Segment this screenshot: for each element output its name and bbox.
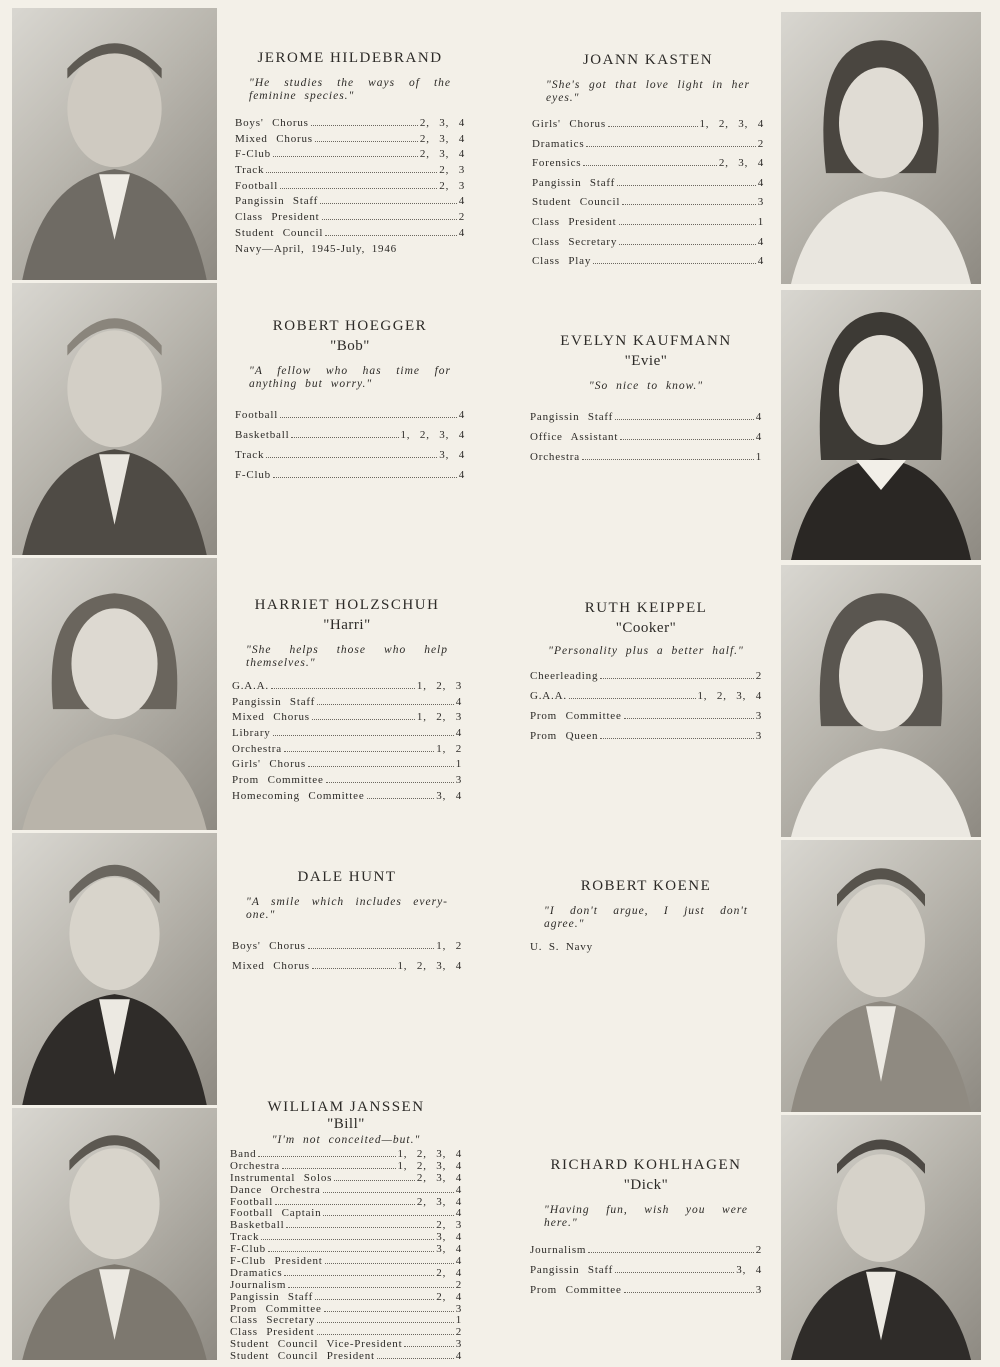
activity-item: Prom Committee 3 (232, 774, 462, 787)
activity-item: Pangissin Staff 4 (235, 195, 465, 208)
entry-william-janssen (230, 1099, 462, 1363)
activity-item: F-Club President 4 (230, 1255, 462, 1268)
student-quote: "She's got that love light in her eyes." (546, 79, 750, 104)
activity-list (230, 1149, 462, 1363)
student-name: WILLIAM JANSSEN (267, 1099, 425, 1115)
portrait-photo-robert-hoegger (12, 283, 217, 555)
portrait-silhouette-icon (781, 565, 981, 837)
student-name: EVELYN KAUFMANN (560, 333, 732, 349)
student-quote: "A fellow who has time for anything but worry." (249, 365, 451, 390)
student-name: JEROME HILDEBRAND (257, 50, 443, 66)
entry-robert-koene (530, 878, 762, 957)
student-quote: "She helps those who help themselves." (246, 644, 448, 669)
activity-item: Class Secretary 4 (532, 235, 764, 248)
student-name: JOANN KASTEN (582, 52, 714, 68)
portrait-silhouette-icon (12, 1108, 217, 1360)
activity-item: Cheerleading 2 (530, 670, 762, 682)
portrait-silhouette-icon (12, 283, 217, 555)
activity-item: Girls' Chorus 1 (232, 758, 462, 771)
entry-richard-kohlhagen (530, 1157, 762, 1300)
activity-item: Pangissin Staff 2, 4 (230, 1290, 462, 1303)
activity-item: G.A.A. 1, 2, 3, 4 (530, 690, 762, 702)
activity-item: Dance Orchestra 4 (230, 1183, 462, 1196)
entry-jerome-hildebrand (235, 50, 465, 259)
activity-list (235, 405, 465, 485)
activity-item: Track 3, 4 (235, 449, 465, 461)
activity-item: Student Council President 4 (230, 1350, 462, 1363)
student-quote: "I'm not conceited—but." (271, 1134, 421, 1146)
service-note: U. S. Navy (530, 941, 593, 953)
activity-item: Pangissin Staff 4 (532, 176, 764, 189)
student-nickname: "Bill" (327, 1116, 365, 1132)
activity-item: Library 4 (232, 727, 462, 740)
activity-item: Mixed Chorus 1, 2, 3 (232, 711, 462, 724)
student-quote: "He studies the ways of the feminine species." (249, 77, 451, 102)
activity-list (530, 407, 762, 467)
activity-item: Football 2, 3 (235, 179, 465, 192)
activity-item: Class Play 4 (532, 255, 764, 268)
activity-item: F-Club 3, 4 (230, 1243, 462, 1256)
activity-list (235, 117, 465, 259)
portrait-silhouette-icon (12, 558, 217, 830)
activity-item: Prom Committee 3 (530, 710, 762, 722)
activity-item: Track 2, 3 (235, 164, 465, 177)
activity-item: Instrumental Solos 2, 3, 4 (230, 1171, 462, 1184)
activity-item: Dramatics 2 (532, 137, 764, 150)
activity-item: Prom Committee 3 (230, 1302, 462, 1315)
activity-item: Basketball 2, 3 (230, 1219, 462, 1232)
portrait-photo-william (12, 1108, 217, 1360)
student-nickname: "Bob" (330, 338, 370, 354)
activity-item: Boys' Chorus 1, 2 (232, 940, 462, 952)
portrait-photo-ruth (781, 565, 981, 837)
activity-item: Prom Queen 3 (530, 730, 762, 742)
activity-item: Class President 2 (235, 211, 465, 224)
student-nickname: "Cooker" (615, 620, 677, 636)
portrait-silhouette-icon (781, 12, 981, 284)
activity-item: G.A.A. 1, 2, 3 (232, 680, 462, 692)
activity-item: Football 4 (235, 409, 465, 421)
activity-item: F-Club 2, 3, 4 (235, 148, 465, 161)
student-name: RUTH KEIPPEL (584, 600, 708, 616)
service-note: Navy—April, 1945-July, 1946 (235, 242, 397, 255)
activity-item: Orchestra 1 (530, 451, 762, 463)
activity-item: Journalism 2 (230, 1278, 462, 1291)
activity-item: Student Council 4 (235, 226, 465, 239)
activity-item: Prom Committee 3 (530, 1284, 762, 1296)
student-name: HARRIET HOLZSCHUH (254, 597, 440, 613)
activity-item: Football 2, 3, 4 (230, 1195, 462, 1208)
portrait-silhouette-icon (12, 8, 217, 280)
activity-item: Track 3, 4 (230, 1231, 462, 1244)
activity-item: Dramatics 2, 4 (230, 1266, 462, 1279)
portrait-photo-dale (12, 833, 217, 1105)
portrait-photo-jerome (12, 8, 217, 280)
activity-item: Mixed Chorus 1, 2, 3, 4 (232, 960, 462, 972)
student-name: RICHARD KOHLHAGEN (550, 1157, 742, 1173)
student-nickname: "Harri" (323, 617, 371, 633)
activity-item: Orchestra 1, 2, 3, 4 (230, 1159, 462, 1172)
entry-harriet-holzschuh (232, 597, 462, 806)
activity-list (530, 666, 762, 746)
student-name: ROBERT KOENE (580, 878, 712, 894)
activity-item: Basketball 1, 2, 3, 4 (235, 429, 465, 441)
portrait-silhouette-icon (781, 840, 981, 1112)
entry-dale-hunt (232, 869, 462, 976)
activity-item: Homecoming Committee 3, 4 (232, 789, 462, 802)
activity-item: Pangissin Staff 4 (530, 411, 762, 423)
activity-item: Mixed Chorus 2, 3, 4 (235, 132, 465, 145)
student-nickname: "Evie" (624, 353, 668, 369)
activity-list (532, 115, 764, 272)
portrait-silhouette-icon (12, 833, 217, 1105)
activity-item: F-Club 4 (235, 469, 465, 481)
activity-list (232, 680, 462, 806)
portrait-photo-richard (781, 1115, 981, 1360)
activity-item: Class Secretary 1 (230, 1314, 462, 1327)
activity-item: Student Council Vice-President 3 (230, 1338, 462, 1351)
student-quote: "So nice to know." (588, 380, 704, 392)
portrait-silhouette-icon (781, 1115, 981, 1360)
activity-item: Football Captain 4 (230, 1207, 462, 1220)
student-quote: "Personality plus a better half." (548, 645, 744, 657)
activity-item: Journalism 2 (530, 1244, 762, 1256)
student-quote: "A smile which includes every-one." (246, 896, 448, 921)
portrait-photo-harriet (12, 558, 217, 830)
portrait-silhouette-icon (781, 290, 981, 560)
entry-evelyn-kaufmann (530, 333, 762, 467)
portrait-photo-joann (781, 12, 981, 284)
activity-list (530, 1240, 762, 1300)
portrait-photo-robert-koene (781, 840, 981, 1112)
portrait-photo-evelyn (781, 290, 981, 560)
entry-joann-kasten (532, 52, 764, 272)
student-name: ROBERT HOEGGER (272, 318, 428, 334)
entry-ruth-keippel (530, 600, 762, 746)
activity-item: Girls' Chorus 1, 2, 3, 4 (532, 118, 764, 130)
entry-robert-hoegger (235, 318, 465, 485)
activity-list (232, 936, 462, 976)
student-quote: "Having fun, wish you were here." (544, 1204, 748, 1229)
activity-item: Class President 1 (532, 215, 764, 228)
student-nickname: "Dick" (623, 1177, 669, 1193)
activity-item: Orchestra 1, 2 (232, 742, 462, 755)
activity-item: Class President 2 (230, 1326, 462, 1339)
activity-item: Pangissin Staff 3, 4 (530, 1264, 762, 1276)
student-name: DALE HUNT (297, 869, 397, 885)
activity-item: Boys' Chorus 2, 3, 4 (235, 117, 465, 129)
activity-item: Student Council 3 (532, 196, 764, 209)
activity-item: Pangissin Staff 4 (232, 695, 462, 708)
activity-item: Band 1, 2, 3, 4 (230, 1148, 462, 1160)
student-quote: "I don't argue, I just don't agree." (544, 905, 748, 930)
activity-item: Forensics 2, 3, 4 (532, 157, 764, 170)
activity-item: Office Assistant 4 (530, 431, 762, 443)
